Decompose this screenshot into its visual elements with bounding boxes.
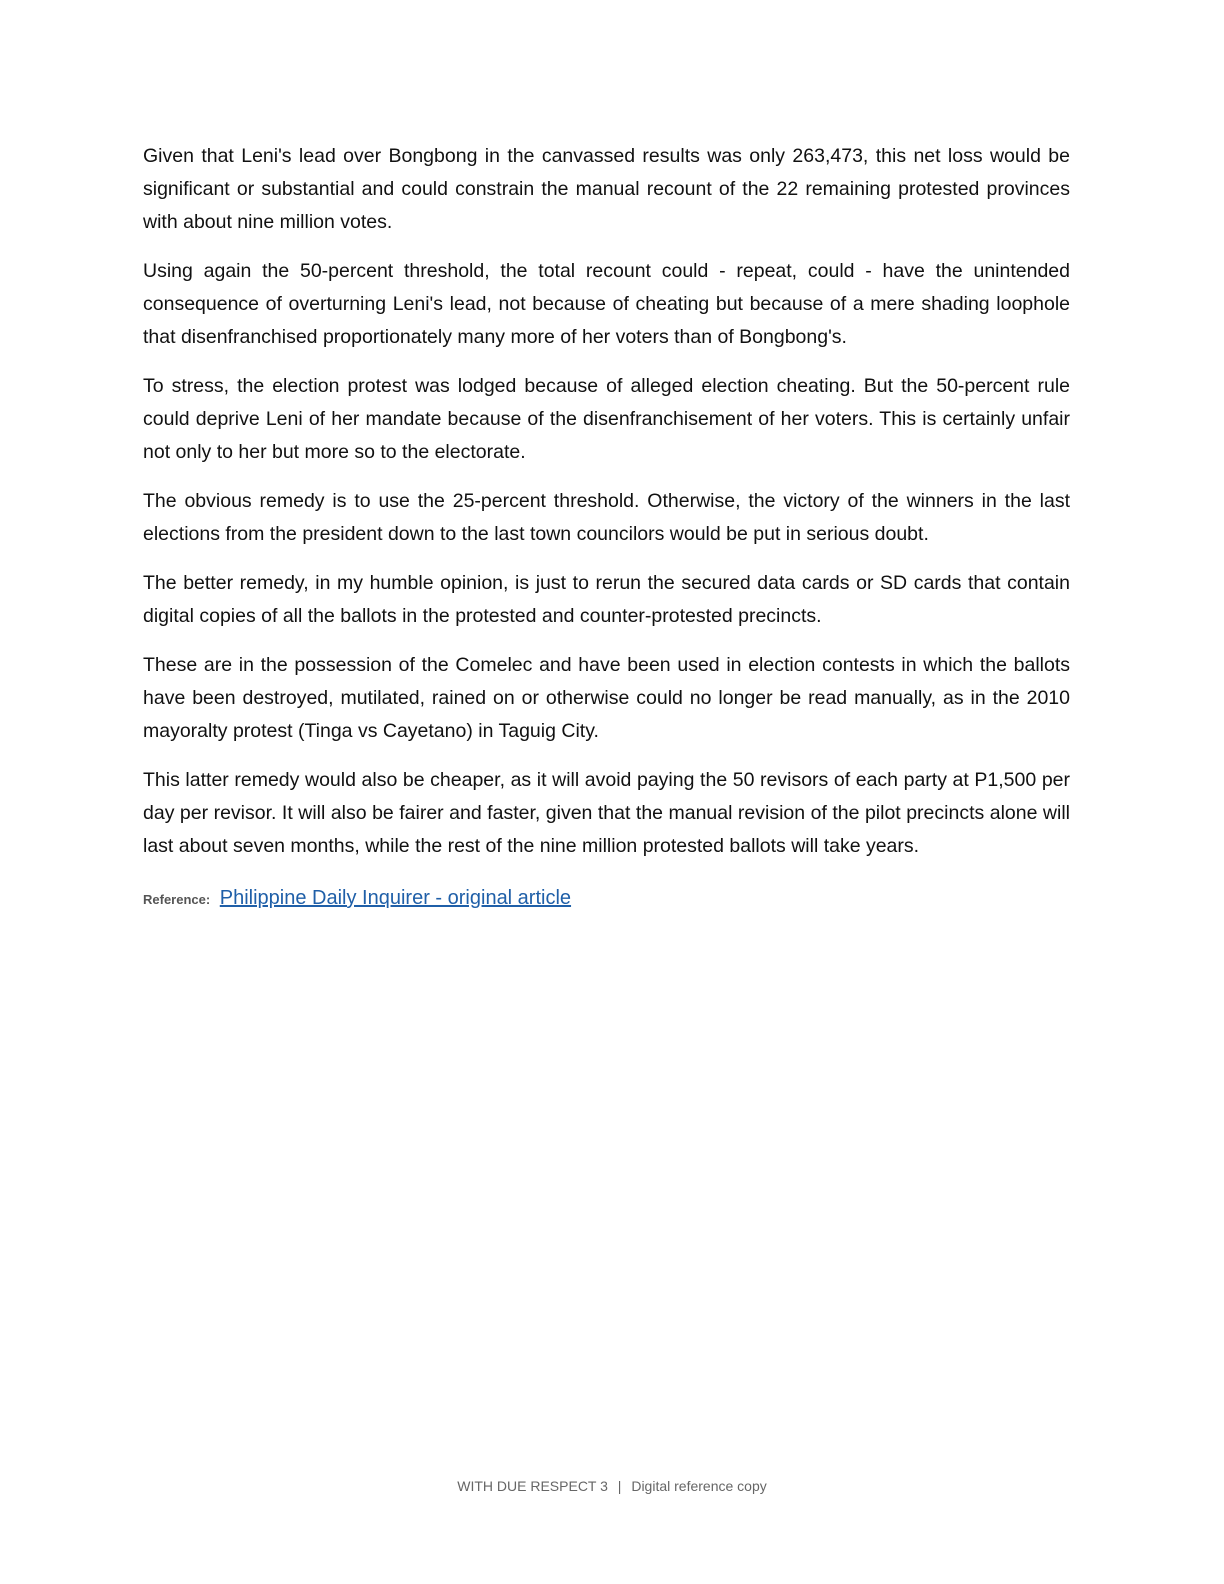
paragraph: These are in the possession of the Comelec and have been used in election contests in which the ballots have been destroyed, mutilated, rained on or otherwise could no longer be read manually, as in the 2010 mayoralty protest (Tinga vs Cayetano) in Taguig City. [143,654,1070,742]
paragraph: Using again the 50-percent threshold, the total recount could - repeat, could - have the unintended consequence of overturning Leni's lead, not because of cheating but because of a mere shading loophole that disenfranchised proportionately many more of her voters than of Bongbong's. [143,260,1070,348]
footer-note: Digital reference copy [631,1478,767,1494]
paragraph: To stress, the election protest was lodged because of alleged election cheating. But the 50-percent rule could deprive Leni of her mandate because of the disenfranchisement of her voters. This is certainly unfair not only to her but more so to the electorate. [143,375,1070,463]
footer-title: WITH DUE RESPECT 3 [457,1478,608,1494]
reference-label: Reference: [143,892,211,907]
reference-link[interactable]: Philippine Daily Inquirer - original article [219,887,572,909]
paragraph: Given that Leni's lead over Bongbong in the canvassed results was only 263,473, this net loss would be significant or substantial and could constrain the manual recount of the 22 remaining protested provinces with about nine million votes. [143,145,1070,233]
article-body [143,140,1070,915]
paragraph: This latter remedy would also be cheaper, as it will avoid paying the 50 revisors of each party at P1,500 per day per revisor. It will also be fairer and faster, given that the manual revision of the pilot precincts alone will last about seven months, while the rest of the nine million protested ballots will take years. [143,769,1070,857]
paragraph: The obvious remedy is to use the 25-percent threshold. Otherwise, the victory of the winners in the last elections from the president down to the last town councilors would be put in serious doubt. [143,490,1070,545]
reference-line [143,883,1070,915]
paragraph: The better remedy, in my humble opinion, is just to rerun the secured data cards or SD cards that contain digital copies of all the ballots in the protested and counter-protested precincts. [143,572,1070,627]
page-footer [0,1478,1224,1494]
footer-separator: | [617,1478,622,1494]
